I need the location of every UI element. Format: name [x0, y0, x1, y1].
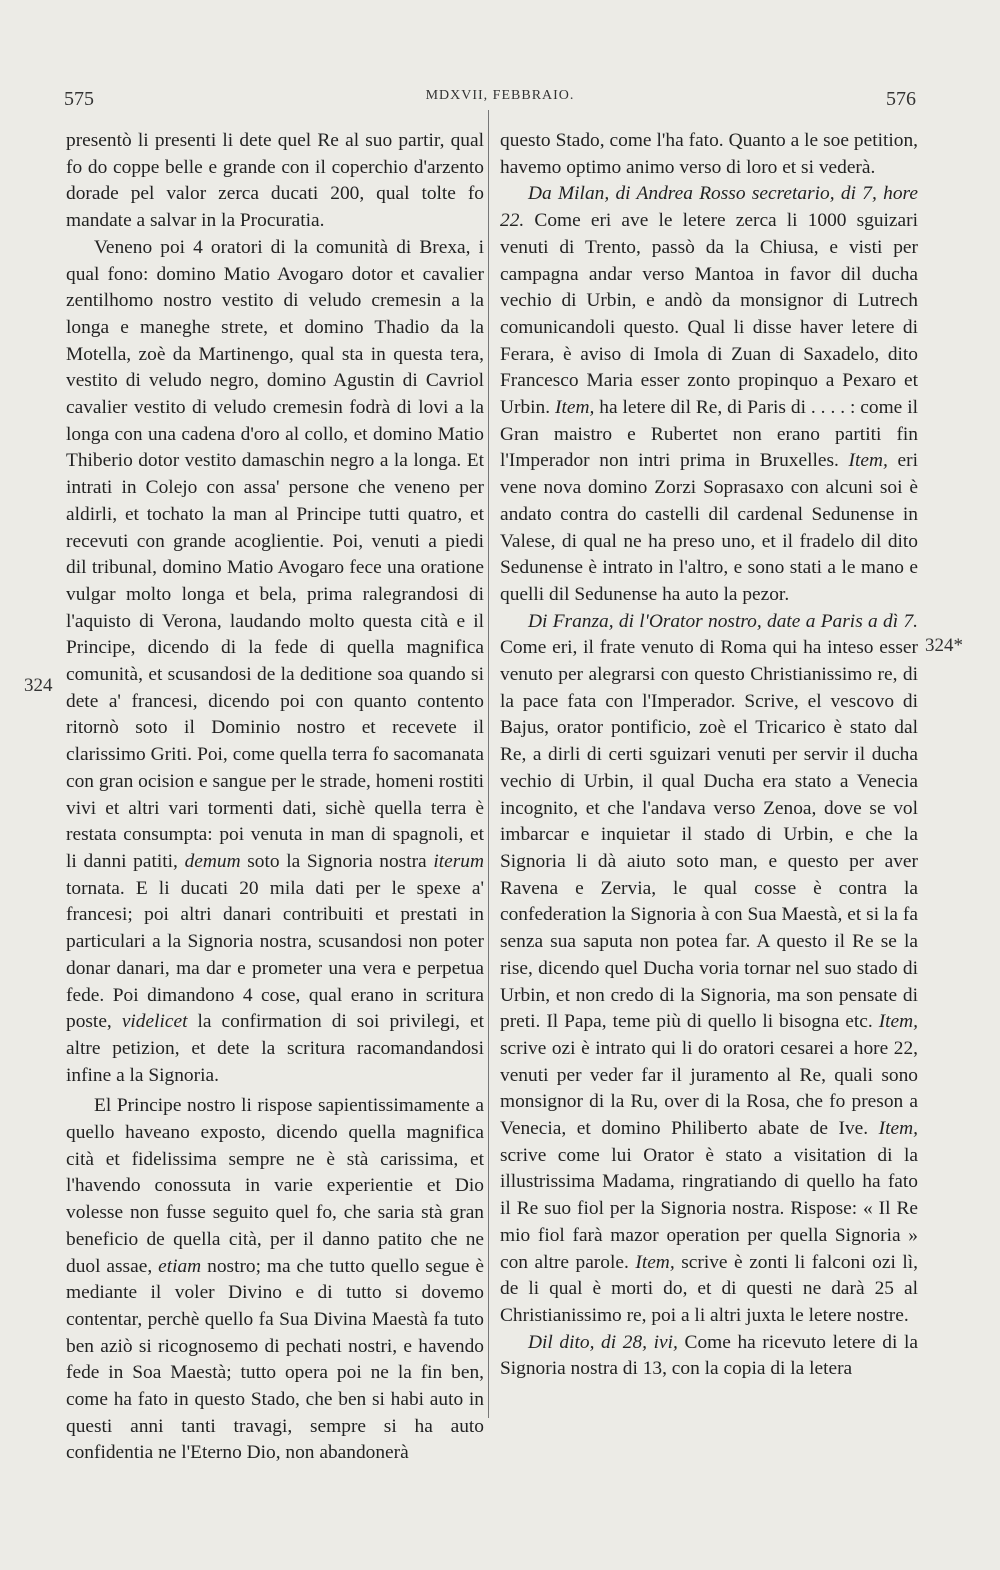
right-paragraph-2 [500, 181, 918, 608]
text-run: nostro; ma che tutto quello segue è mediante il voler Divino e di tutto si dovemo contentar, perchè quello fa Sua Divina Maestà fa tuto ben aziò si ricognosemo di pechati nostri, e havendo fede in Soa Maestà; tutto opera poi ne la fin ben, come ha fato in questo Stado, che ben si habi auto in questi anni tanti travagi, sempre si ha auto confidentia ne l'Eterno Dio, non abandonerà [66, 1255, 484, 1464]
italic-word: Item, [878, 1118, 918, 1140]
text-run: la confirmation di soi privilegi, et altre petizion, et dete la scritura racomandandosi infine a la Signoria. [66, 1011, 485, 1086]
left-paragraph-1: presentò li presenti li dete quel Re al suo partir, qual fo do coppe belle e grande con il coperchio d'arzento dorade pel valor zerca ducati 200, qual tolte fo mandate a salvar in la Procuratia. [66, 130, 484, 232]
right-paragraph-3 [500, 609, 918, 1330]
left-paragraph-3 [66, 1093, 484, 1467]
italic-word: Item, [848, 450, 888, 472]
italic-word: etiam [158, 1255, 202, 1277]
text-run: Come eri ave le letere zerca li 1000 sguizari venuti di Trento, passò da la Chiusa, e visti per campagna andar verso Mantoa in favor dil ducha vechio di Urbin, e andò da monsignor di Lutrech comunicandoli questo. Qual li disse haver letere di Ferara, è aviso di Imola di Zuan di Saxadelo, dito Francesco Maria esser zonto propinquo a Pexaro et Urbin. [500, 210, 918, 419]
dispatch-heading: Da Milan, di Andrea Rosso secretario, di 7, hore 22. [500, 183, 918, 232]
right-column [500, 128, 918, 1383]
text-run: Come eri, il frate venuto di Roma qui ha inteso esser venuto per alegrarsi con questo Christianissimo re, di la pace fata con l'Imperador. Scrive, el vescovo di Bajus, orator pontificio, zoè el Tricarico è stato dal Re, a dirli di certi sguizari venuti per servir il ducha vechio di Urbin, il qual Ducha era stato a Venecia incognito, et che l'andava verso Zenoa, dove se vol imbarcar e inquietar il stado di Urbin, e che la Signoria li dà aiuto soto man, e questo per aver Ravena e Zervia, le qual cosse è contra la confederation la Signoria à con Sua Maestà, et si la fa senza sua saputa non potea far. A questo il Re se la rise, dicendo quel Ducha voria tornar nel suo stado di Urbin, et non credo di la Signoria, ma son pensate di preti. Il Papa, teme più di quello li bisogna etc. [500, 637, 918, 1033]
italic-word: Item, [555, 397, 595, 419]
page-number-right: 576 [886, 88, 916, 110]
running-title: MDXVII, FEBBRAIO. [425, 88, 575, 103]
dispatch-heading: Dil dito, di 28, ivi, [528, 1331, 678, 1353]
text-run: scrive come lui Orator è stato a visitation di la illustrissima Madama, ringratiando di quello ha fato il Re suo fiol per la Signoria nostra. Rispose: « Il Re mio fiol farà mazor operation per quella Signoria » con altre parole. [500, 1144, 918, 1273]
text-run: Come ha ricevuto letere di la Signoria nostra di 13, con la copia di la letera [500, 1331, 918, 1380]
text-run: El Principe nostro li rispose sapientissimamente a quello haveano exposto, dicendo quella magnifica cità et fidelissima sempre ne è stà carissima, et l'havendo conossuta in varie experientie et Dio volesse non fusse seguito quel fo, che saria stà gran beneficio de quella cità, per il danno patito che ne duol assae, [66, 1095, 484, 1277]
left-column [66, 128, 484, 1467]
text-run: tornata. E li ducati 20 mila dati per le spexe a' francesi; poi altri danari contribuiti et prestati in particulari a la Signoria nostra, scusandosi non poter donar danari, ma dar e prometer una vera e perpetua fede. Poi dimandono 4 cose, qual erano in scritura poste, [66, 877, 484, 1033]
italic-word: iterum [433, 850, 484, 872]
italic-word: demum [184, 850, 241, 872]
margin-note-left: 324 [24, 675, 53, 696]
italic-word: videlicet [121, 1011, 188, 1033]
text-run: soto la Signoria nostra [247, 850, 427, 872]
text-run: scrive ozi è intrato qui li do oratori cesarei a hore 22, venuti per veder far il juramento al Re, quali sono monsignor di la Ru, over di la Rosa, che fo preson a Venecia, et domino Philiberto abate de Ive. [500, 1037, 918, 1140]
italic-word: Item, [878, 1011, 918, 1033]
text-run: ha letere dil Re, di Paris di . . . . : come il Gran maistro e Rubertet non erano partiti fin l'Imperador non intri prima in Bruxelles. [500, 397, 918, 472]
right-paragraph-4 [500, 1330, 918, 1383]
dispatch-heading: Di Franza, di l'Orator nostro, date a Paris a dì 7. [528, 610, 918, 632]
text-run: Veneno poi 4 oratori di la comunità di Brexa, i qual fono: domino Matio Avogaro dotor et cavalier zentilhomo nostro vestito di veludo cremesin a la longa e maneghe strete, et domino Thadio da la Motella, zoè da Martinengo, qual sta in questa tera, vestito di veludo negro, domino Agustin di Cavriol cavalier vestito di veludo cremesin fodrà di lovi a la longa con una cadena d'oro al collo, et domino Matio Thiberio dotor vestito damaschin negro a la longa. Et intrati in Colejo con assa' persone che veneno per aldirli, et tochato la man al Principe tutti quatro, et recevuti con grande acoglientie. Poi, venuti a piedi dil tribunal, domino Matio Avogaro fece una oratione vulgar molto longa et bela, prima ralegrandosi di l'aquisto di Verona, laudando molto questa cità e il Principe, dicendo di la fede di quella magnifica comunità, et scusandosi de la deditione soa quando si dete a' francesi, dicendo poi con quanto contento ritornò soto il Dominio nostro et recevete il clarissimo Griti. Poi, come quella terra fo sacomanata con gran ocision e sangue per le strade, homeni rostiti vivi et altri vari tormenti dati, sichè quella terra è restata consumpta: poi venuta in man di spagnoli, et li danni patiti, [66, 236, 484, 872]
left-paragraph-2 [66, 235, 484, 1090]
text-run: eri vene nova domino Zorzi Soprasaxo con alcuni soi è andato contra do castelli dil cardenal Sedunense in Valese, di qual ne ha preso uno, et il fradelo dil dito Sedunense è intrato in l'altro, e sono stati a le mano e quelli dil Sedunense ha auto la pezor. [500, 450, 918, 605]
right-paragraph-1: questo Stado, come l'ha fato. Quanto a le soe petition, havemo optimo animo verso di loro et si vederà. [500, 130, 918, 178]
italic-word: Item, [635, 1251, 675, 1273]
page-number-left: 575 [64, 88, 94, 110]
column-divider [488, 110, 489, 1418]
text-run: scrive è zonti li falconi ozi lì, de li qual è morti do, et di questi ne darà 25 al Christianissimo re, poi a li altri juxta le letere nostre. [500, 1251, 919, 1326]
margin-note-right: 324* [925, 635, 963, 656]
